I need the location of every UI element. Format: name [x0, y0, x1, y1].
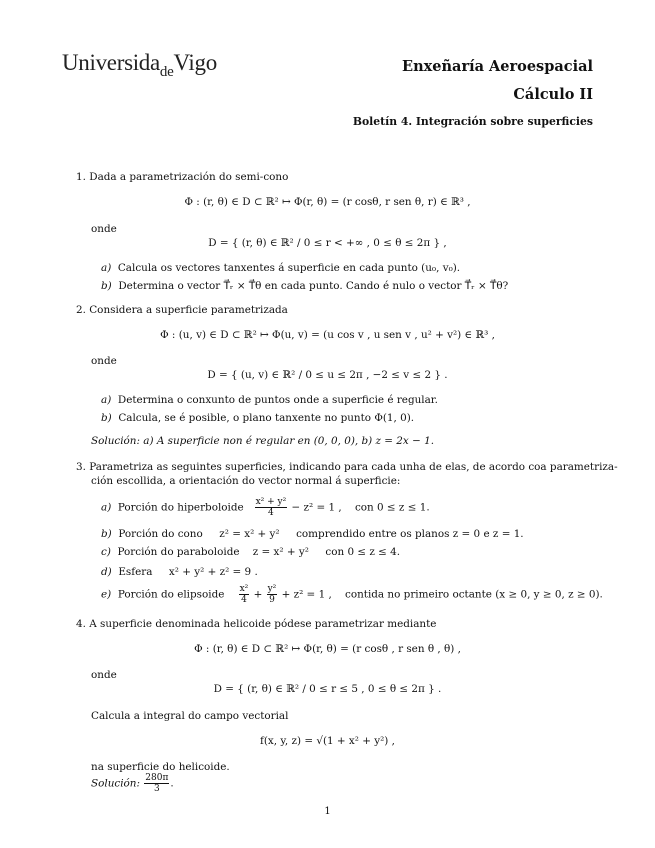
problem-4-onde: onde: [91, 669, 117, 681]
problem-2-onde: onde: [91, 355, 117, 367]
problem-4-intro: 4. A superficie denominada helicoide pódese parametrizar mediante: [76, 618, 437, 630]
problem-3-b: b) Porción do cono z² = x² + y² comprendido entre os planos z = 0 e z = 1.: [101, 528, 524, 540]
page-number: 1: [324, 806, 331, 817]
problem-3-intro-line2: ción escollida, a orientación do vector normal á superficie:: [91, 475, 401, 487]
problem-1-equation: Φ : (r, θ) ∈ D ⊂ ℝ² ↦ Φ(r, θ) = (r cosθ, r sen θ, r) ∈ ℝ³ ,: [184, 196, 471, 208]
problem-2-intro: 2. Considera a superficie parametrizada: [76, 304, 288, 316]
problem-1-intro: 1. Dada a parametrización do semi-cono: [76, 171, 289, 183]
degree-title: Enxeñaría Aeroespacial: [402, 58, 593, 75]
problem-2-b: b) Calcula, se é posible, o plano tanxente no punto Φ(1, 0).: [101, 412, 415, 424]
problem-3-e: e) Porción do elipsoide $\frac{\text{x²}}{4}$ + $\frac{\text{y²}}{9}$ + z² = 1 , contida no primeiro octante (x ≥ 0, y ≥ 0, z ≥ 0).: [101, 584, 603, 605]
problem-3-a: a) Porción do hiperboloide $\frac{\text{x² + y²}}{4}$ − z² = 1 , con 0 ≤ z ≤ 1.: [101, 497, 430, 518]
problem-1-onde: onde: [91, 223, 117, 235]
problem-2-solution: Solución: a) A superficie non é regular en (0, 0, 0), b) z = 2x − 1.: [91, 435, 434, 447]
problem-1-b: b) Determina o vector T⃗ᵣ × T⃗θ en cada punto. Cando é nulo o vector T⃗ᵣ × T⃗θ?: [101, 280, 509, 292]
problem-4-text: Calcula a integral do campo vectorial: [91, 710, 289, 722]
problem-4-solution: Solución: $\frac{280\pi}{3}$ .: [91, 773, 174, 794]
problem-2-equation: Φ : (u, v) ∈ D ⊂ ℝ² ↦ Φ(u, v) = (u cos v , u sen v , u² + v²) ∈ ℝ³ ,: [160, 329, 495, 341]
problem-4-equation: Φ : (r, θ) ∈ D ⊂ ℝ² ↦ Φ(r, θ) = (r cosθ , r sen θ , θ) ,: [194, 643, 461, 655]
sheet-title: Boletín 4. Integración sobre superficies: [352, 115, 593, 128]
problem-4-text2: na superficie do helicoide.: [91, 761, 230, 773]
problem-1-domain: D = { (r, θ) ∈ ℝ² / 0 ≤ r < +∞ , 0 ≤ θ ≤ 2π } ,: [208, 237, 447, 249]
university-logo: Universida$_{de}$Vigo: [62, 50, 217, 80]
problem-1-a: a) Calcula os vectores tanxentes á superficie en cada punto (u₀, v₀).: [101, 262, 461, 274]
problem-3-intro-line1: 3. Parametriza as seguintes superficies, indicando para cada unha de elas, de acordo coa parametriza-: [76, 461, 618, 473]
problem-4-domain: D = { (r, θ) ∈ ℝ² / 0 ≤ r ≤ 5 , 0 ≤ θ ≤ 2π } .: [213, 683, 442, 695]
problem-2-domain: D = { (u, v) ∈ ℝ² / 0 ≤ u ≤ 2π , −2 ≤ v ≤ 2 } .: [207, 369, 448, 381]
problem-3-c: c) Porción do paraboloide z = x² + y² con 0 ≤ z ≤ 4.: [101, 546, 401, 558]
course-title: Cálculo II: [513, 86, 593, 103]
problem-3-d: d) Esfera x² + y² + z² = 9 .: [101, 566, 258, 578]
problem-2-a: a) Determina o conxunto de puntos onde a superficie é regular.: [101, 394, 438, 406]
problem-4-field: f(x, y, z) = √(1 + x² + y²) ,: [260, 735, 395, 747]
